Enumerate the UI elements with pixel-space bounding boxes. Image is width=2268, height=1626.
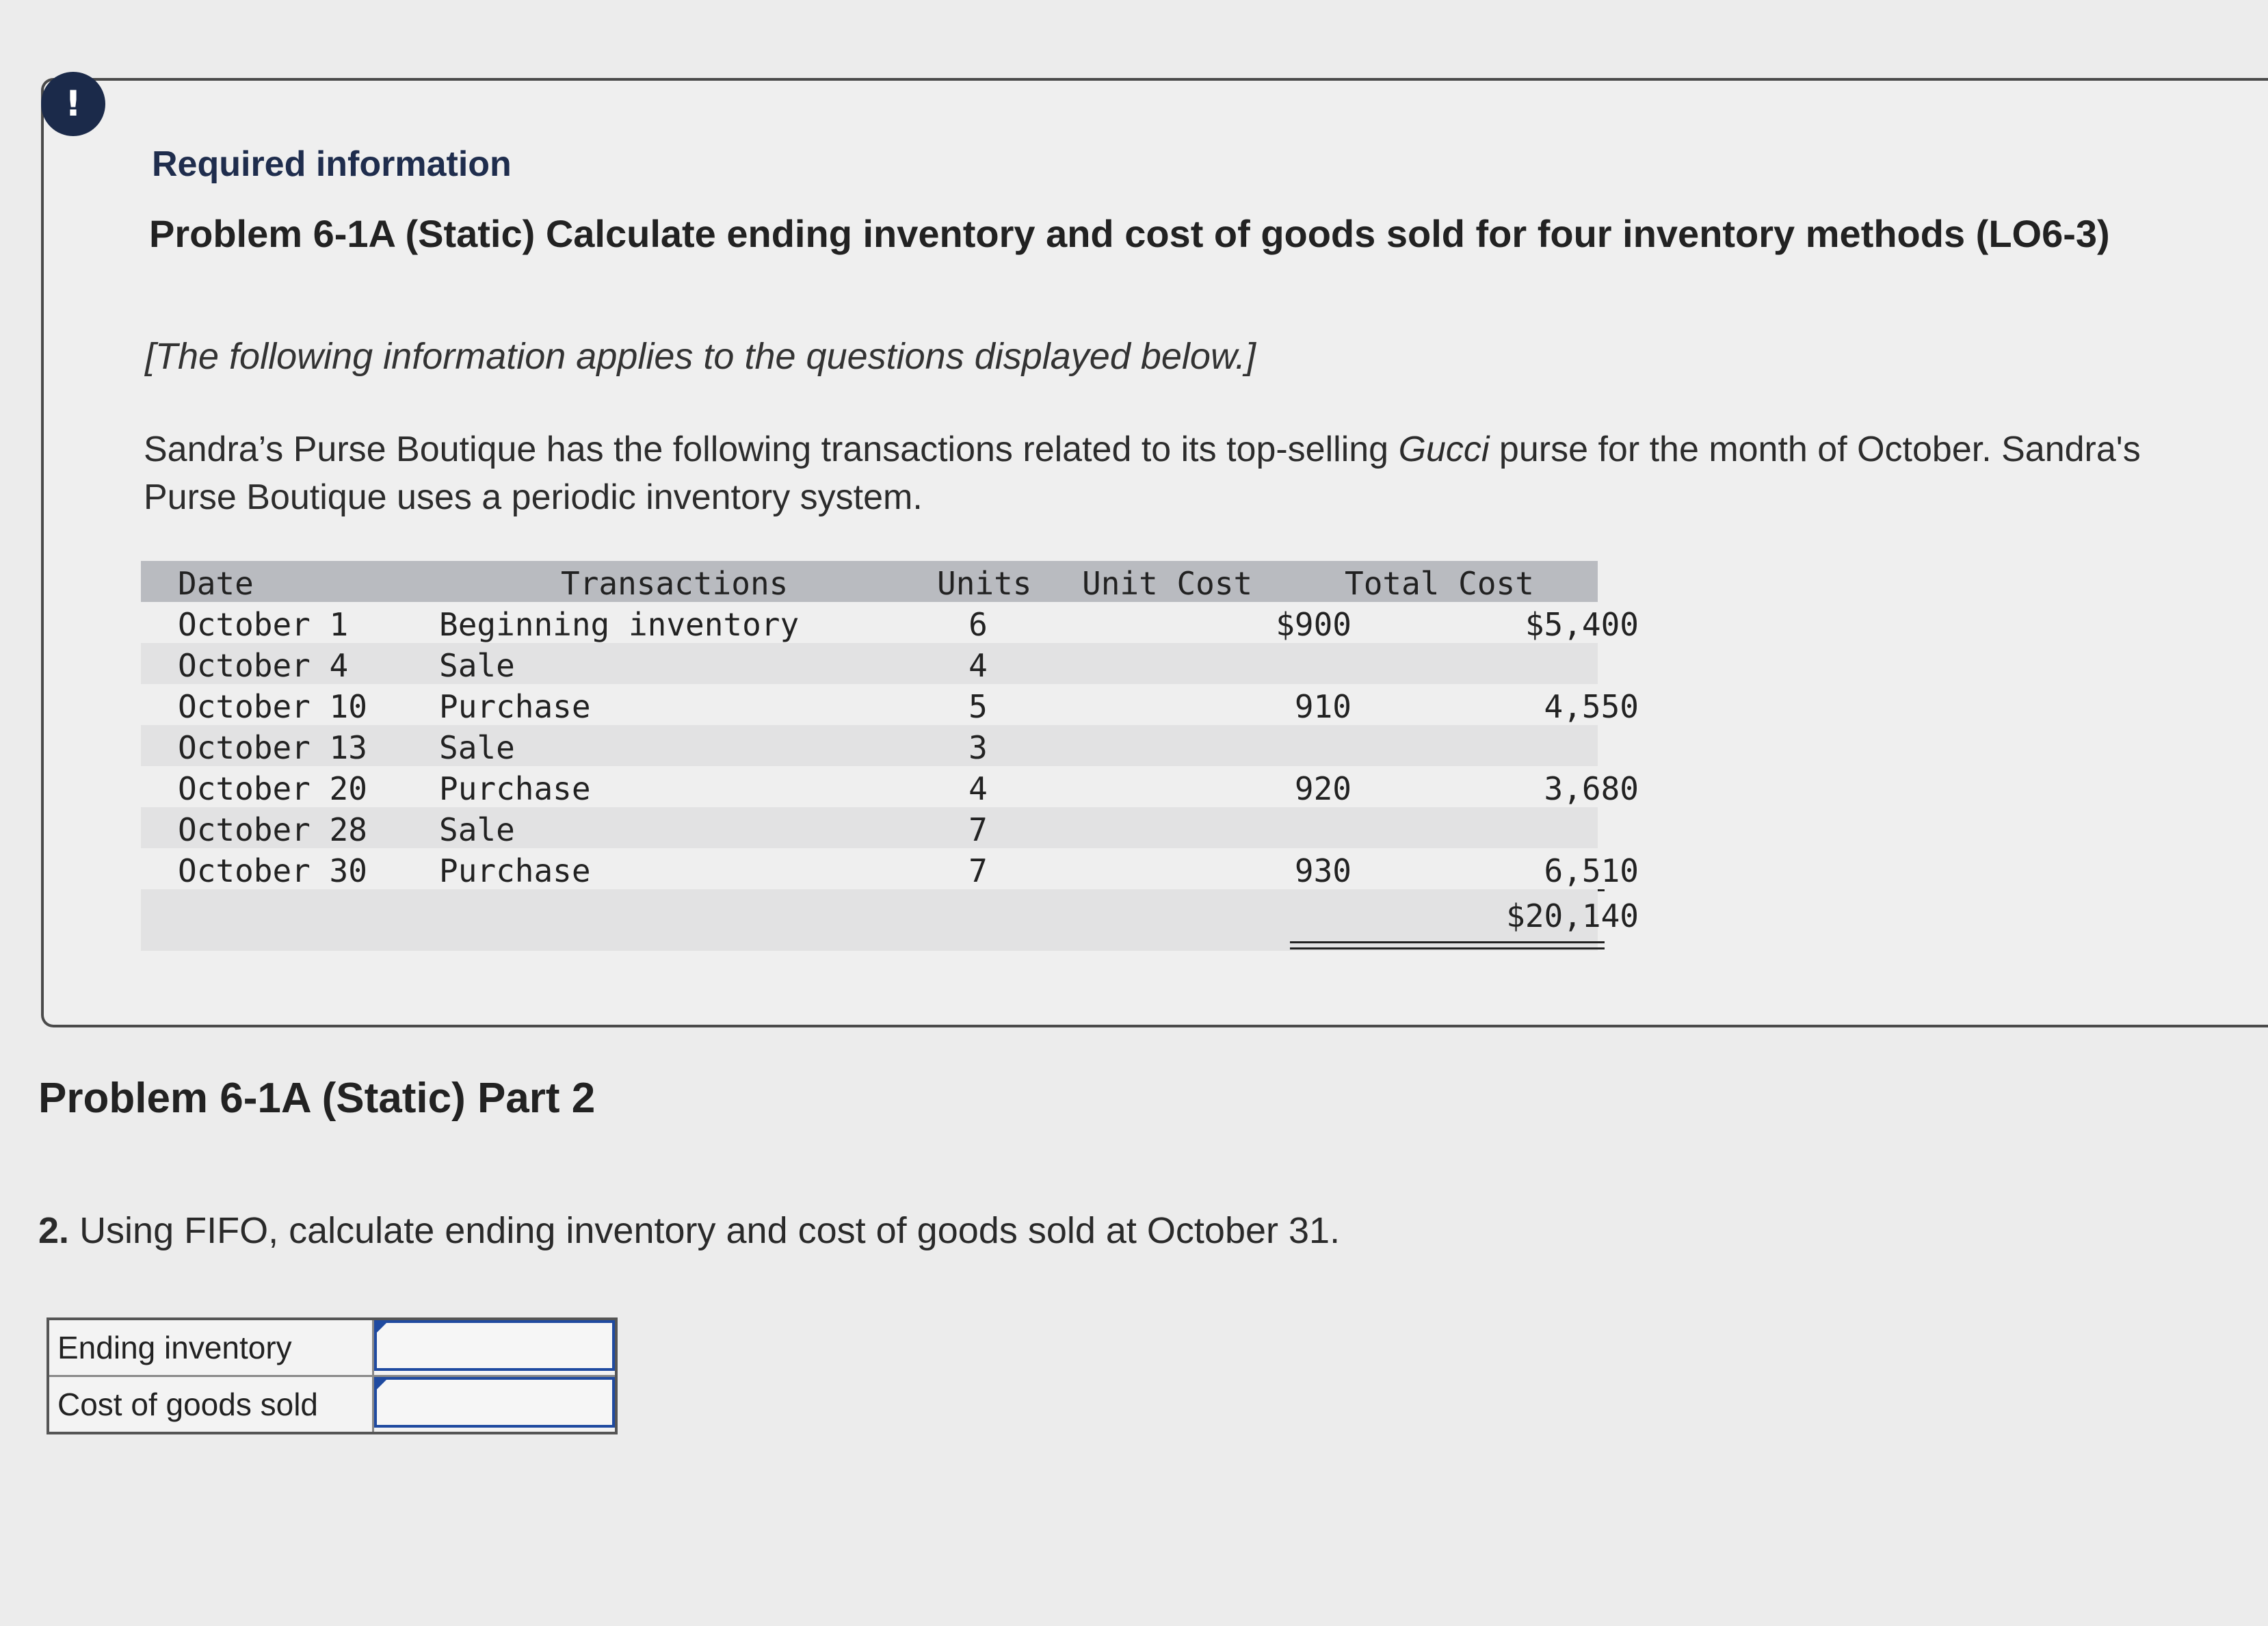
description-brand: Gucci (1398, 430, 1490, 469)
row-date: October 13 (178, 729, 367, 766)
row-transaction: Sale (439, 647, 515, 684)
table-row (141, 848, 1639, 889)
header-transactions: Transactions (561, 565, 789, 602)
row-total-cost: 3,680 (1544, 770, 1639, 807)
row-date: October 4 (178, 647, 349, 684)
header-total-cost: Total Cost (1345, 565, 1534, 602)
table-row (141, 643, 1598, 684)
ending-inventory-input[interactable] (377, 1323, 612, 1368)
row-units: 7 (968, 811, 988, 848)
row-unit-cost: 910 (1294, 688, 1351, 725)
ending-inventory-field[interactable] (374, 1320, 615, 1371)
row-date: October 20 (178, 770, 367, 807)
row-transaction: Sale (439, 729, 515, 766)
row-unit-cost: 920 (1294, 770, 1351, 807)
grand-total-double-rule (1290, 941, 1605, 949)
question (38, 1209, 1340, 1252)
row-date: October 30 (178, 852, 367, 889)
row-units: 6 (968, 606, 988, 643)
answer-row-ending-inventory (49, 1320, 615, 1375)
answer-row-cogs (49, 1375, 615, 1432)
grand-total: $20,140 (1506, 897, 1639, 934)
row-date: October 1 (178, 606, 349, 643)
description-text-2: purse for the month of October. Sandra's Purse Boutique uses a periodic inventory system. (144, 430, 2141, 517)
row-date: October 10 (178, 688, 367, 725)
row-date: October 28 (178, 811, 367, 848)
row-total-cost: 6,510 (1544, 852, 1639, 889)
row-unit-cost: 930 (1294, 852, 1351, 889)
table-total-row (141, 889, 1639, 951)
row-units: 5 (968, 688, 988, 725)
answer-table (47, 1317, 618, 1434)
problem-description (144, 425, 2196, 521)
question-text: Using FIFO, calculate ending inventory and cost of goods sold at October 31. (79, 1210, 1341, 1251)
table-row (141, 684, 1639, 725)
row-transaction: Purchase (439, 852, 591, 889)
transactions-table (141, 561, 1639, 951)
row-total-cost: 4,550 (1544, 688, 1639, 725)
row-transaction: Beginning inventory (439, 606, 800, 643)
cogs-label: Cost of goods sold (49, 1377, 374, 1432)
cogs-field[interactable] (374, 1377, 615, 1428)
row-transaction: Purchase (439, 688, 591, 725)
table-row (141, 807, 1598, 848)
question-number: 2. (38, 1210, 70, 1251)
row-transaction: Purchase (439, 770, 591, 807)
row-total-cost: $5,400 (1525, 606, 1639, 643)
row-unit-cost: $900 (1276, 606, 1351, 643)
row-units: 3 (968, 729, 988, 766)
table-row (141, 766, 1639, 807)
problem-title: Problem 6-1A (Static) Calculate ending inventory and cost of goods sold for four inventory methods (LO6-3) (149, 212, 2110, 255)
part-title: Problem 6-1A (Static) Part 2 (38, 1075, 596, 1122)
cogs-input[interactable] (377, 1380, 612, 1425)
row-units: 4 (968, 770, 988, 807)
header-date: Date (178, 565, 254, 602)
header-unit-cost: Unit Cost (1082, 565, 1253, 602)
required-info-heading: Required information (152, 144, 512, 184)
description-text-1: Sandra’s Purse Boutique has the following transactions related to its top-selling (144, 430, 1399, 469)
alert-icon: ! (41, 72, 105, 136)
table-row (141, 602, 1639, 643)
table-header-row (141, 561, 1598, 602)
applies-note: [The following information applies to the questions displayed below.] (145, 336, 1256, 377)
header-units: Units (937, 565, 1032, 602)
row-units: 7 (968, 852, 988, 889)
table-row (141, 725, 1598, 766)
row-transaction: Sale (439, 811, 515, 848)
ending-inventory-label: Ending inventory (49, 1320, 374, 1375)
row-units: 4 (968, 647, 988, 684)
